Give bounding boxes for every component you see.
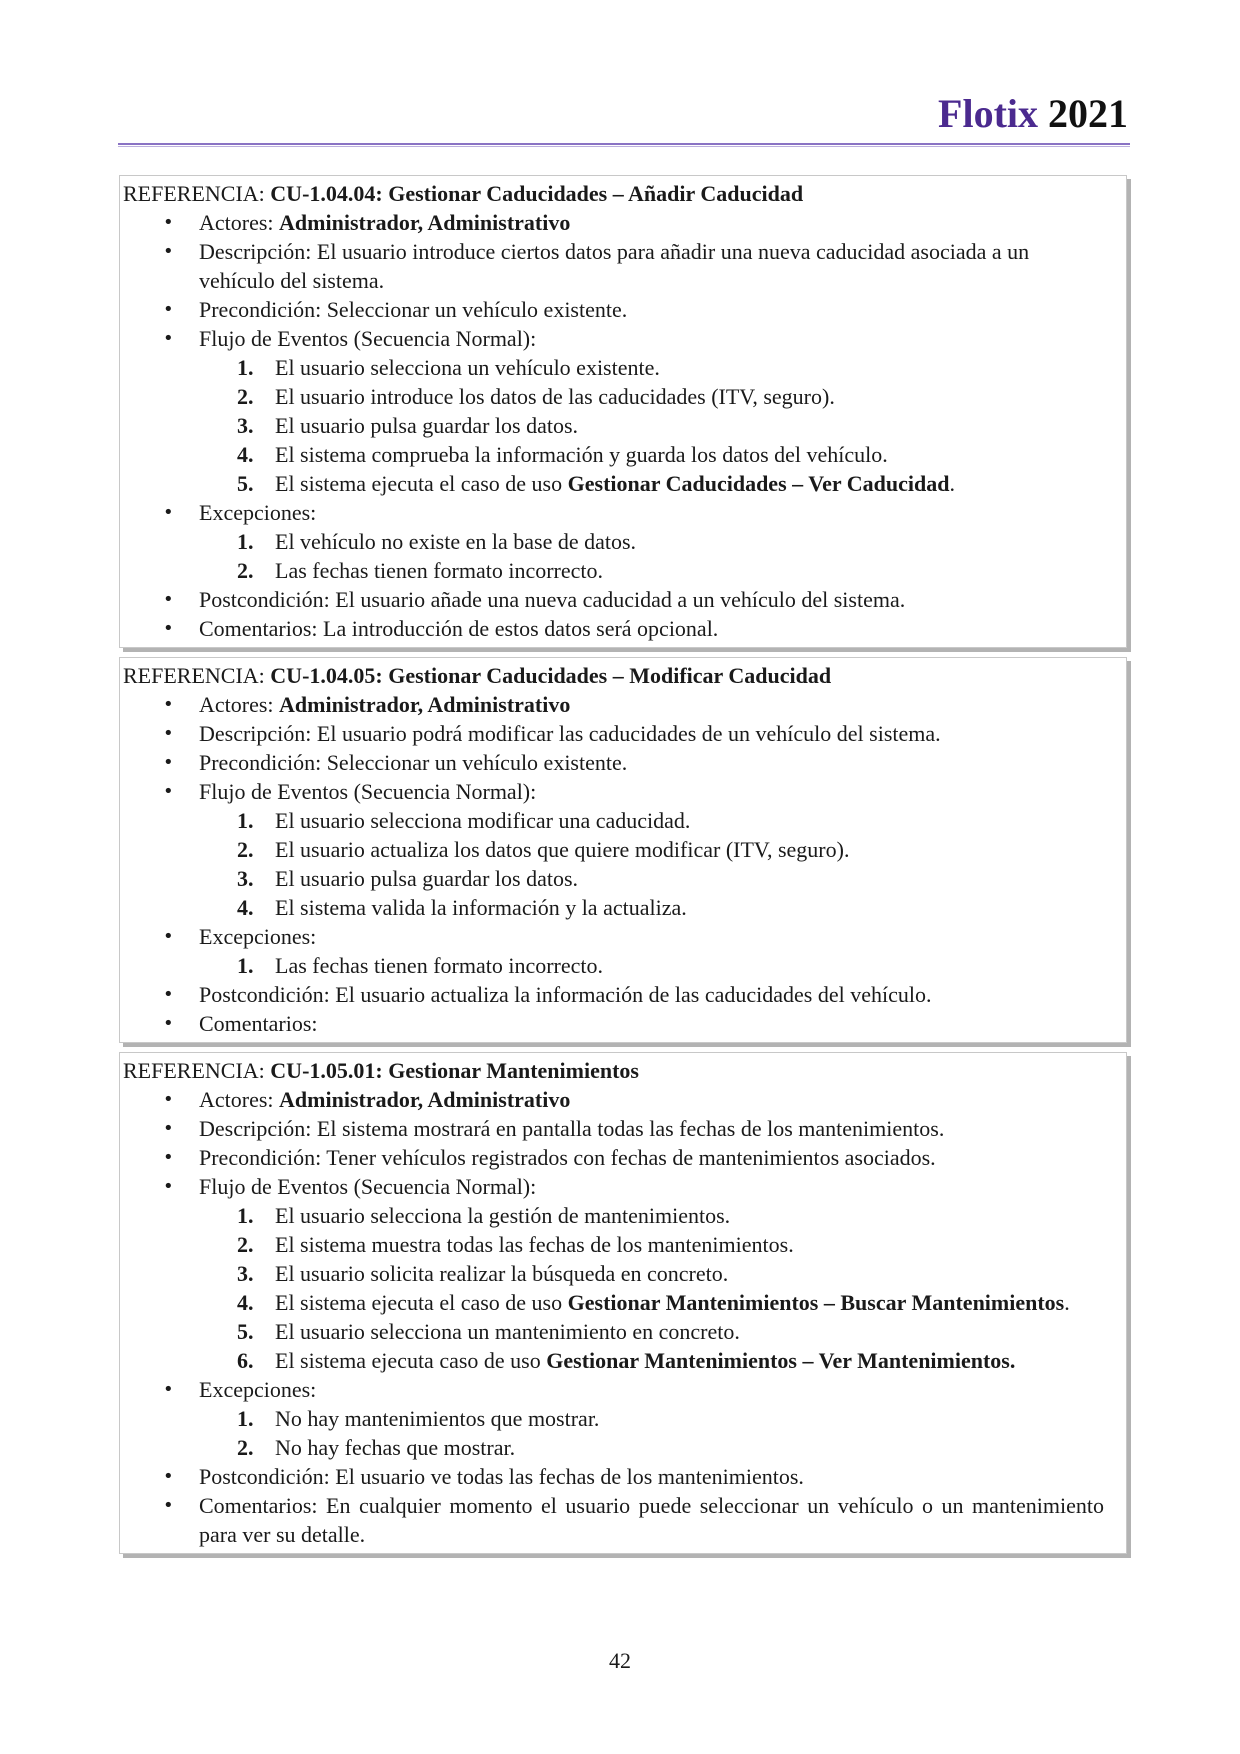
actors-item	[123, 690, 1104, 719]
actors-value: Administrador, Administrativo	[279, 1087, 571, 1112]
flow-step	[199, 1230, 1104, 1259]
flow-label: Flujo de Eventos (Secuencia Normal):	[199, 1174, 537, 1199]
step-bold-ref: Gestionar Caducidades – Ver Caducidad	[567, 471, 950, 496]
comments-item: • Comentarios:	[123, 1009, 1104, 1038]
header-year: 2021	[1048, 91, 1128, 136]
step-text: El sistema valida la información y la actualiza.	[275, 895, 687, 920]
reference-code: CU-1.05.01: Gestionar Mantenimientos	[270, 1058, 639, 1083]
actors-label: Actores:	[199, 1087, 280, 1112]
exceptions-label: Excepciones:	[199, 924, 317, 949]
step-number: 2.	[237, 384, 254, 409]
step-number: 4.	[237, 442, 254, 467]
flow-item	[123, 777, 1104, 922]
actors-item	[123, 1085, 1104, 1114]
step-number: 2.	[237, 558, 254, 583]
case-reference	[123, 1056, 1104, 1085]
flow-step	[199, 1317, 1104, 1346]
exceptions-label: Excepciones:	[199, 1377, 317, 1402]
description-item: • Descripción: El sistema mostrará en pantalla todas las fechas de los mantenimientos.	[123, 1114, 1104, 1143]
step-text: No hay mantenimientos que mostrar.	[275, 1406, 600, 1431]
flow-step	[199, 893, 1104, 922]
step-text: No hay fechas que mostrar.	[275, 1435, 516, 1460]
use-case-box	[119, 175, 1127, 648]
precondition-item: • Precondición: Tener vehículos registrados con fechas de mantenimientos asociados.	[123, 1143, 1104, 1172]
step-number: 4.	[237, 895, 254, 920]
flow-step	[199, 469, 1104, 498]
flow-step	[199, 1288, 1104, 1317]
flow-step	[199, 353, 1104, 382]
step-text: El usuario actualiza los datos que quiere modificar (ITV, seguro).	[275, 837, 850, 862]
step-text: El usuario selecciona un vehículo existente.	[275, 355, 660, 380]
step-number: 3.	[237, 413, 254, 438]
actors-value: Administrador, Administrativo	[279, 692, 571, 717]
flow-step	[199, 1259, 1104, 1288]
step-number: 1.	[237, 1203, 254, 1228]
step-text: El usuario pulsa guardar los datos.	[275, 413, 579, 438]
step-text: Las fechas tienen formato incorrecto.	[275, 558, 604, 583]
precondition-item: • Precondición: Seleccionar un vehículo existente.	[123, 748, 1104, 777]
case-reference	[123, 661, 1104, 690]
step-text: El sistema ejecuta el caso de uso	[275, 1290, 568, 1315]
postcondition-item: • Postcondición: El usuario añade una nueva caducidad a un vehículo del sistema.	[123, 585, 1104, 614]
step-text: El sistema ejecuta caso de uso	[275, 1348, 547, 1373]
reference-label: REFERENCIA:	[123, 181, 271, 206]
use-case-box	[119, 657, 1127, 1043]
reference-code: CU-1.04.05: Gestionar Caducidades – Modificar Caducidad	[270, 663, 832, 688]
reference-label: REFERENCIA:	[123, 1058, 271, 1083]
exception-step	[199, 1433, 1104, 1462]
step-number: 6.	[237, 1348, 254, 1373]
reference-label: REFERENCIA:	[123, 663, 271, 688]
flow-step	[199, 440, 1104, 469]
step-number: 5.	[237, 471, 254, 496]
page-number: 42	[609, 1648, 631, 1673]
step-text: El usuario selecciona la gestión de mantenimientos.	[275, 1203, 731, 1228]
step-number: 4.	[237, 1290, 254, 1315]
case-reference	[123, 179, 1104, 208]
flow-step	[199, 382, 1104, 411]
exceptions-item	[123, 498, 1104, 585]
flow-step	[199, 1346, 1104, 1375]
step-number: 5.	[237, 1319, 254, 1344]
step-text: El usuario selecciona un mantenimiento en concreto.	[275, 1319, 740, 1344]
step-text: El sistema muestra todas las fechas de los mantenimientos.	[275, 1232, 794, 1257]
postcondition-item: • Postcondición: El usuario actualiza la información de las caducidades del vehículo.	[123, 980, 1104, 1009]
step-number: 1.	[237, 808, 254, 833]
reference-code: CU-1.04.04: Gestionar Caducidades – Añadir Caducidad	[270, 181, 804, 206]
step-number: 2.	[237, 837, 254, 862]
actors-label: Actores:	[199, 210, 280, 235]
step-tail: .	[949, 471, 955, 496]
exception-step	[199, 527, 1104, 556]
exceptions-item	[123, 922, 1104, 980]
flow-steps	[199, 353, 1104, 498]
step-number: 2.	[237, 1435, 254, 1460]
precondition-item: • Precondición: Seleccionar un vehículo existente.	[123, 295, 1104, 324]
actors-label: Actores:	[199, 692, 280, 717]
description-item	[123, 237, 1104, 295]
step-text: El usuario selecciona modificar una caducidad.	[275, 808, 691, 833]
exception-step	[199, 951, 1104, 980]
comments-item: • Comentarios: La introducción de estos datos será opcional.	[123, 614, 1104, 643]
step-number: 1.	[237, 1406, 254, 1431]
flow-step	[199, 835, 1104, 864]
exception-list	[199, 1404, 1104, 1462]
actors-item	[123, 208, 1104, 237]
use-case-box	[119, 1052, 1127, 1554]
step-text: El vehículo no existe en la base de datos.	[275, 529, 637, 554]
exception-list	[199, 527, 1104, 585]
page-header	[118, 90, 1128, 138]
description-text: Descripción: El usuario introduce ciertos datos para añadir una nueva caducidad asociada a un vehículo del sistema.	[199, 239, 1030, 293]
step-bold-ref: Gestionar Mantenimientos – Ver Mantenimientos.	[546, 1348, 1016, 1373]
step-number: 3.	[237, 1261, 254, 1286]
flow-step	[199, 1201, 1104, 1230]
flow-item	[123, 1172, 1104, 1375]
step-text: Las fechas tienen formato incorrecto.	[275, 953, 604, 978]
step-text: El usuario introduce los datos de las caducidades (ITV, seguro).	[275, 384, 835, 409]
step-text: El sistema ejecuta el caso de uso	[275, 471, 568, 496]
comments-item: • Comentarios: En cualquier momento el usuario puede seleccionar un vehículo o un mantenimiento para ver su detalle.	[123, 1491, 1104, 1549]
flow-steps	[199, 1201, 1104, 1375]
description-item: • Descripción: El usuario podrá modificar las caducidades de un vehículo del sistema.	[123, 719, 1104, 748]
flow-step	[199, 411, 1104, 440]
step-number: 3.	[237, 866, 254, 891]
step-tail: .	[1064, 1290, 1070, 1315]
step-number: 1.	[237, 355, 254, 380]
step-text: El sistema comprueba la información y guarda los datos del vehículo.	[275, 442, 888, 467]
step-number: 1.	[237, 529, 254, 554]
step-bold-ref: Gestionar Mantenimientos – Buscar Mantenimientos	[567, 1290, 1065, 1315]
flow-steps	[199, 806, 1104, 922]
exceptions-item	[123, 1375, 1104, 1462]
exception-step	[199, 556, 1104, 585]
flow-label: Flujo de Eventos (Secuencia Normal):	[199, 326, 537, 351]
actors-value: Administrador, Administrativo	[279, 210, 571, 235]
flow-label: Flujo de Eventos (Secuencia Normal):	[199, 779, 537, 804]
step-number: 2.	[237, 1232, 254, 1257]
header-divider	[118, 143, 1130, 147]
step-text: El usuario pulsa guardar los datos.	[275, 866, 579, 891]
brand-name: Flotix	[938, 91, 1038, 136]
flow-step	[199, 864, 1104, 893]
exceptions-label: Excepciones:	[199, 500, 317, 525]
exception-step	[199, 1404, 1104, 1433]
postcondition-item: • Postcondición: El usuario ve todas las fechas de los mantenimientos.	[123, 1462, 1104, 1491]
flow-item	[123, 324, 1104, 498]
step-number: 1.	[237, 953, 254, 978]
flow-step	[199, 806, 1104, 835]
step-text: El usuario solicita realizar la búsqueda en concreto.	[275, 1261, 729, 1286]
exception-list	[199, 951, 1104, 980]
